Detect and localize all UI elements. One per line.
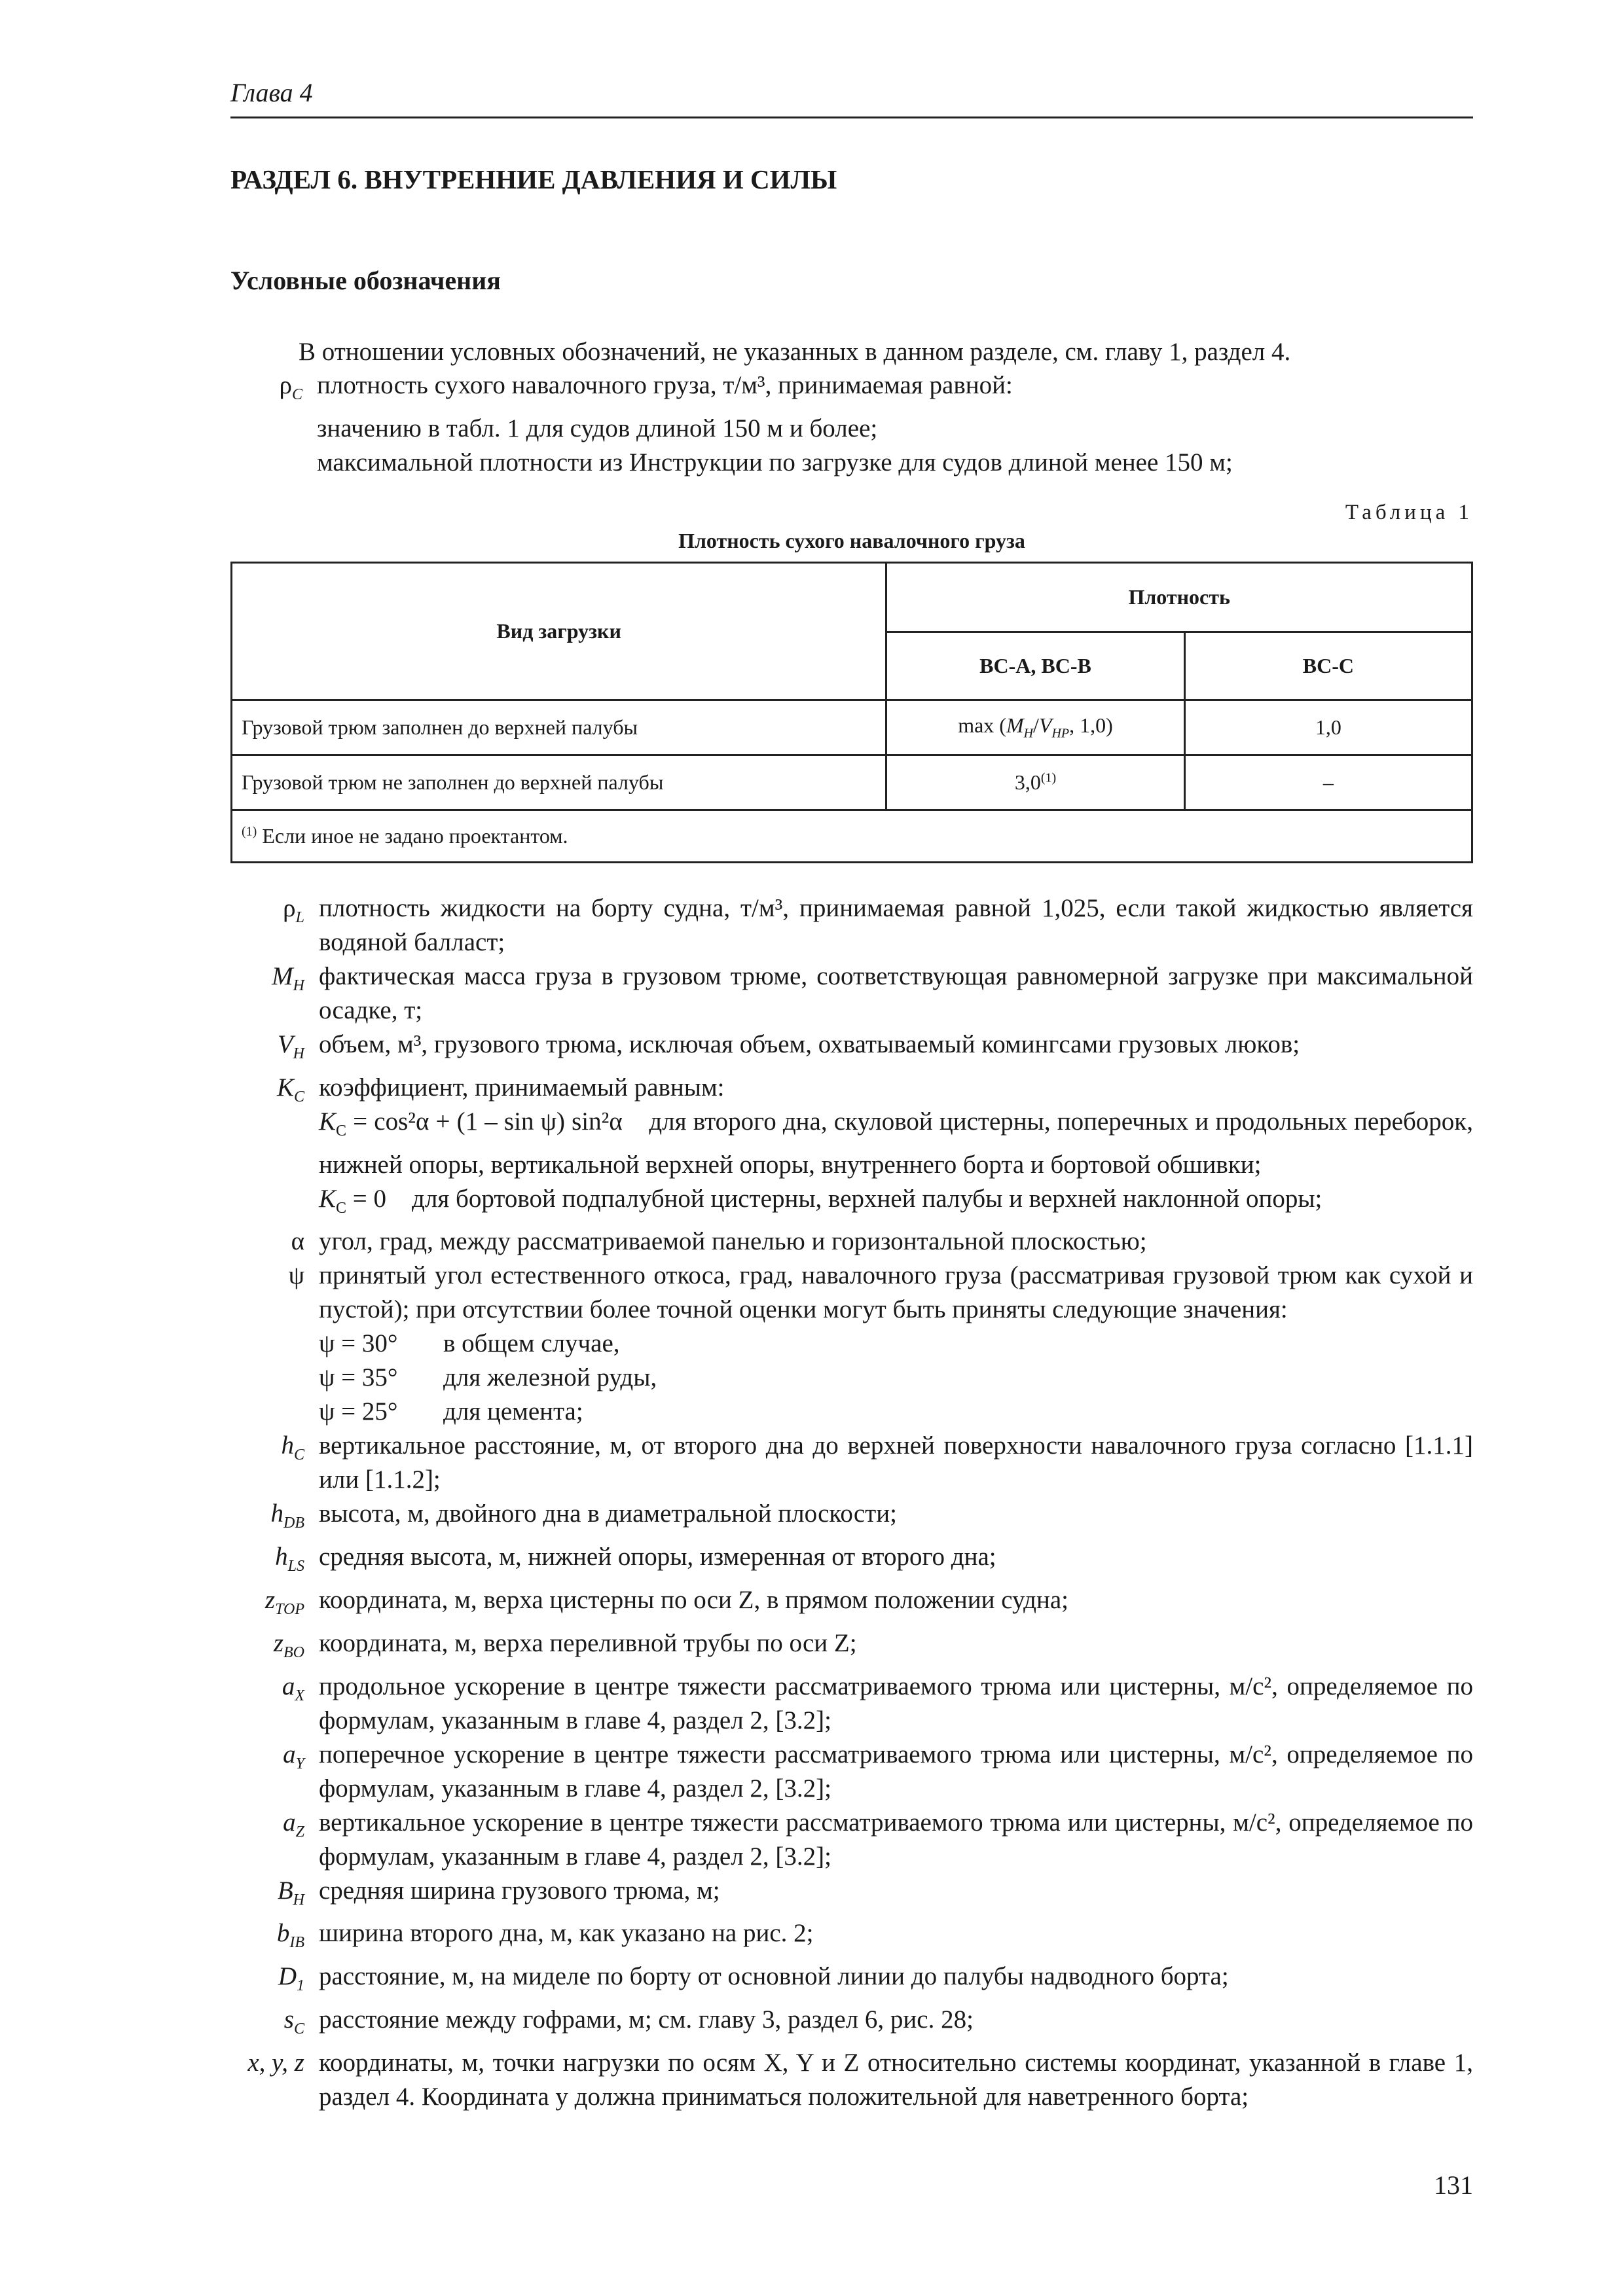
definition-ax: $a_X$ продольное ускорение в центре тяжести рассматриваемого трюма или цистерны, м/с², определяемое по формулам, указанным в главе 4, раздел 2, [3.2]; bbox=[282, 1672, 1473, 1734]
definition-ztop: $z_{TOP}$ координата, м, верха цистерны по оси Z, в прямом положении судна; bbox=[264, 1585, 1068, 1618]
density-table bbox=[230, 562, 1473, 863]
symbol-rho-c: $\rho_C$ bbox=[279, 371, 302, 403]
page-number: 131 bbox=[1434, 2170, 1473, 2200]
definition-bib: $b_{IB}$ ширина второго дна, м, как указано на рис. 2; bbox=[276, 1919, 814, 1952]
rho-c-text-2: значению в табл. 1 для судов длиной 150 м и более; bbox=[317, 414, 878, 442]
definition-az: $a_Z$ вертикальное ускорение в центре тяжести рассматриваемого трюма или цистерны, м/с², определяемое по формулам, указанным в главе 4, раздел 2, [3.2]; bbox=[283, 1808, 1473, 1871]
definition-rho-c bbox=[230, 368, 1473, 480]
kc-formula-1: $K_C = \cos^2\alpha + (1 - \sin \psi)$ sin²α для второго дна, скуловой цистерны, поперечных и продольных переборок, нижней опоры, вертикальной верхней опоры, внутреннего борта и бортовой обшивки; bbox=[319, 1107, 1473, 1179]
header-bc-a-b: BC-A, BC-B bbox=[886, 632, 1184, 700]
psi-value-3: ψ = 25° для цемента; bbox=[319, 1397, 583, 1426]
table-footnote: $^{(1)}$ Если иное не задано проектантом. bbox=[232, 810, 1472, 863]
definition-vh: $V_H$ объем, м³, грузового трюма, исключая объем, охватываемый комингсами грузовых люков; bbox=[277, 1030, 1300, 1062]
rho-c-text-1: плотность сухого навалочного груза, т/м³, принимаемая равной: bbox=[317, 371, 1013, 399]
cell-bc-a-b: $\max (M_H/V_{HP}$, 1,0) bbox=[886, 700, 1184, 755]
definition-zbo: $z_{BO}$ координата, м, верха переливной трубы по оси Z; bbox=[273, 1628, 857, 1661]
section-title: РАЗДЕЛ 6. ВНУТРЕННИЕ ДАВЛЕНИЯ И СИЛЫ bbox=[230, 164, 837, 194]
cell-bc-c: – bbox=[1184, 755, 1472, 810]
definitions-list bbox=[196, 891, 1473, 2114]
definition-hdb: $h_{DB}$ высота, м, двойного дна в диаметральной плоскости; bbox=[270, 1499, 897, 1532]
header-load-type: Вид загрузки bbox=[232, 563, 886, 700]
definition-hc: $h_C$ вертикальное расстояние, м, от второго дна до верхней поверхности навалочного груза согласно [1.1.1] или [1.1.2]; bbox=[281, 1431, 1473, 1494]
definition-xyz: x, y, z координаты, м, точки нагрузки по осям X, Y и Z относительно системы координат, указанной в главе 1, раздел 4. Координата y должна приниматься положительной для наветренного борта; bbox=[247, 2048, 1473, 2111]
subsection-title: Условные обозначения bbox=[230, 266, 501, 295]
cell-bc-a-b: 3,0$^{(1)}$ bbox=[886, 755, 1184, 810]
definition-mh: $M_H$ фактическая масса груза в грузовом трюме, соответствующая равномерной загрузке при максимальной осадке, т; bbox=[272, 962, 1473, 1024]
definition-alpha: α угол, град, между рассматриваемой панелью и горизонтальной плоскостью; bbox=[291, 1227, 1147, 1256]
definition-psi: ψ принятый угол естественного откоса, град, навалочного груза (рассматривая грузовой трюм как сухой и пустой); при отсутствии более точной оценки могут быть приняты следующие значения: ψ = 30° в общем случае, ψ = 35° для железной руды, ψ = 25° для цемента; bbox=[196, 1259, 1473, 1429]
table-row bbox=[232, 700, 1472, 755]
definition-d1: $D_1$ расстояние, м, на миделе по борту от основной линии до палубы надводного борта; bbox=[278, 1962, 1229, 1994]
psi-value-1: ψ = 30° в общем случае, bbox=[319, 1329, 620, 1358]
rho-c-text-3: максимальной плотности из Инструкции по загрузке для судов длиной менее 150 м; bbox=[317, 448, 1233, 476]
definition-bh: $B_H$ средняя ширина грузового трюма, м; bbox=[277, 1876, 720, 1909]
definition-sc: $s_C$ расстояние между гофрами, м; см. главу 3, раздел 6, рис. 28; bbox=[283, 2005, 974, 2037]
table-row bbox=[232, 755, 1472, 810]
table-footnote-row bbox=[232, 810, 1472, 863]
kc-formula-2: $K_C = 0$ для бортовой подпалубной цистерны, верхней палубы и верхней наклонной опоры; bbox=[319, 1184, 1322, 1217]
header-rule bbox=[230, 117, 1473, 118]
header-bc-c: BC-C bbox=[1184, 632, 1472, 700]
definition-ay: $a_Y$ поперечное ускорение в центре тяжести рассматриваемого трюма или цистерны, м/с², определяемое по формулам, указанным в главе 4, раздел 2, [3.2]; bbox=[283, 1740, 1473, 1803]
definition-hls: $h_{LS}$ средняя высота, м, нижней опоры, измеренная от второго дна; bbox=[275, 1543, 996, 1575]
table-header-row bbox=[232, 563, 1472, 632]
cell-bc-c: 1,0 bbox=[1184, 700, 1472, 755]
definition-kc: $K_C$ коэффициент, принимаемый равным: $K_C = \cos^2\alpha + (1 - \sin \psi)$ sin²α для второго дна, скуловой цистерны, поперечных и продольных переборок, нижней опоры, вертикальной верхней опоры, внутреннего борта и бортовой обшивки; $K_C = 0$ для бортовой подпалубной цистерны, верхней палубы и верхней наклонной опоры; bbox=[196, 1071, 1473, 1225]
running-head: Глава 4 bbox=[230, 78, 313, 107]
intro-paragraph: В отношении условных обозначений, не указанных в данном разделе, см. главу 1, раздел 4. bbox=[299, 338, 1291, 366]
definition-rho-l: $\rho_L$ плотность жидкости на борту судна, т/м³, принимаемая равной 1,025, если такой жидкостью является водяной балласт; bbox=[283, 894, 1473, 956]
cell-load: Грузовой трюм заполнен до верхней палубы bbox=[232, 700, 886, 755]
cell-load: Грузовой трюм не заполнен до верхней палубы bbox=[232, 755, 886, 810]
table-label: Таблица 1 bbox=[1345, 501, 1473, 524]
table-title: Плотность сухого навалочного груза bbox=[678, 529, 1025, 552]
psi-value-2: ψ = 35° для железной руды, bbox=[319, 1363, 657, 1392]
header-density: Плотность bbox=[886, 563, 1472, 632]
